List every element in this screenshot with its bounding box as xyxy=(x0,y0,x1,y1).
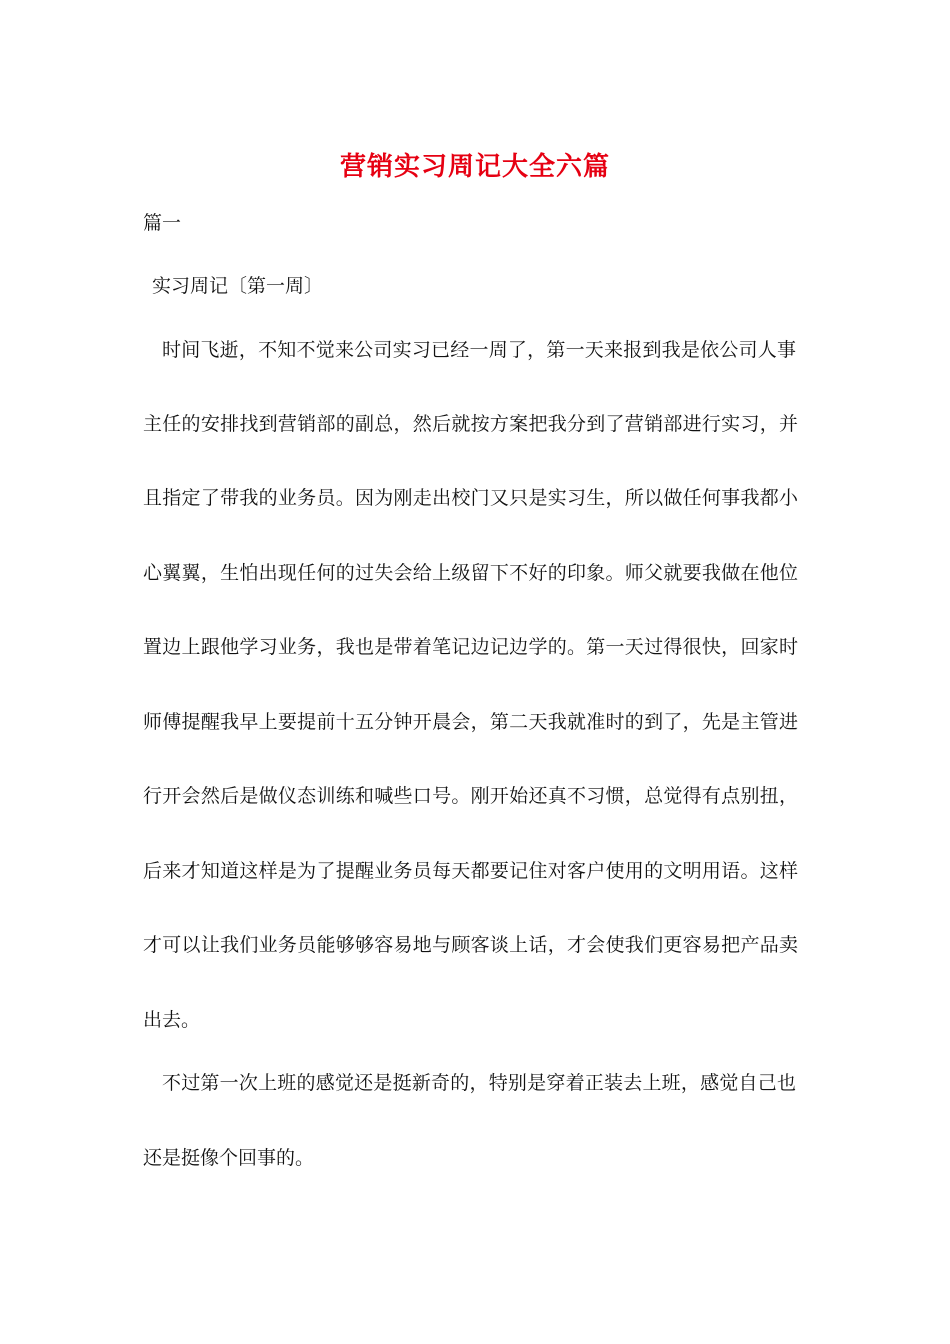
paragraph-line: 后来才知道这样是为了提醒业务员每天都要记住对客户使用的文明用语。这样 xyxy=(143,860,798,882)
paragraph-line: 还是挺像个回事的。 xyxy=(143,1147,315,1169)
section-heading: 篇一 xyxy=(143,212,182,234)
document-title: 营销实习周记大全六篇 xyxy=(339,152,610,182)
paragraph-line: 不过第一次上班的感觉还是挺新奇的，特别是穿着正装去上班，感觉自己也 xyxy=(162,1072,796,1094)
paragraph-line: 才可以让我们业务员能够够容易地与顾客谈上话，才会使我们更容易把产品卖 xyxy=(143,934,798,956)
paragraph-line: 师傅提醒我早上要提前十五分钟开晨会，第二天我就准时的到了，先是主管进 xyxy=(143,711,798,733)
paragraph-line: 心翼翼，生怕出现任何的过失会给上级留下不好的印象。师父就要我做在他位 xyxy=(143,562,798,584)
paragraph-line: 时间飞逝，不知不觉来公司实习已经一周了，第一天来报到我是依公司人事 xyxy=(162,339,796,361)
paragraph-line: 且指定了带我的业务员。因为刚走出校门又只是实习生，所以做任何事我都小 xyxy=(143,487,798,509)
paragraph-line: 行开会然后是做仪态训练和喊些口号。刚开始还真不习惯，总觉得有点别扭， xyxy=(143,785,798,807)
subheading: 实习周记〔第一周〕 xyxy=(152,275,324,297)
paragraph-line: 主任的安排找到营销部的副总，然后就按方案把我分到了营销部进行实习，并 xyxy=(143,413,798,435)
paragraph-line: 置边上跟他学习业务，我也是带着笔记边记边学的。第一天过得很快，回家时 xyxy=(143,636,798,658)
paragraph-line: 出去。 xyxy=(143,1009,201,1031)
